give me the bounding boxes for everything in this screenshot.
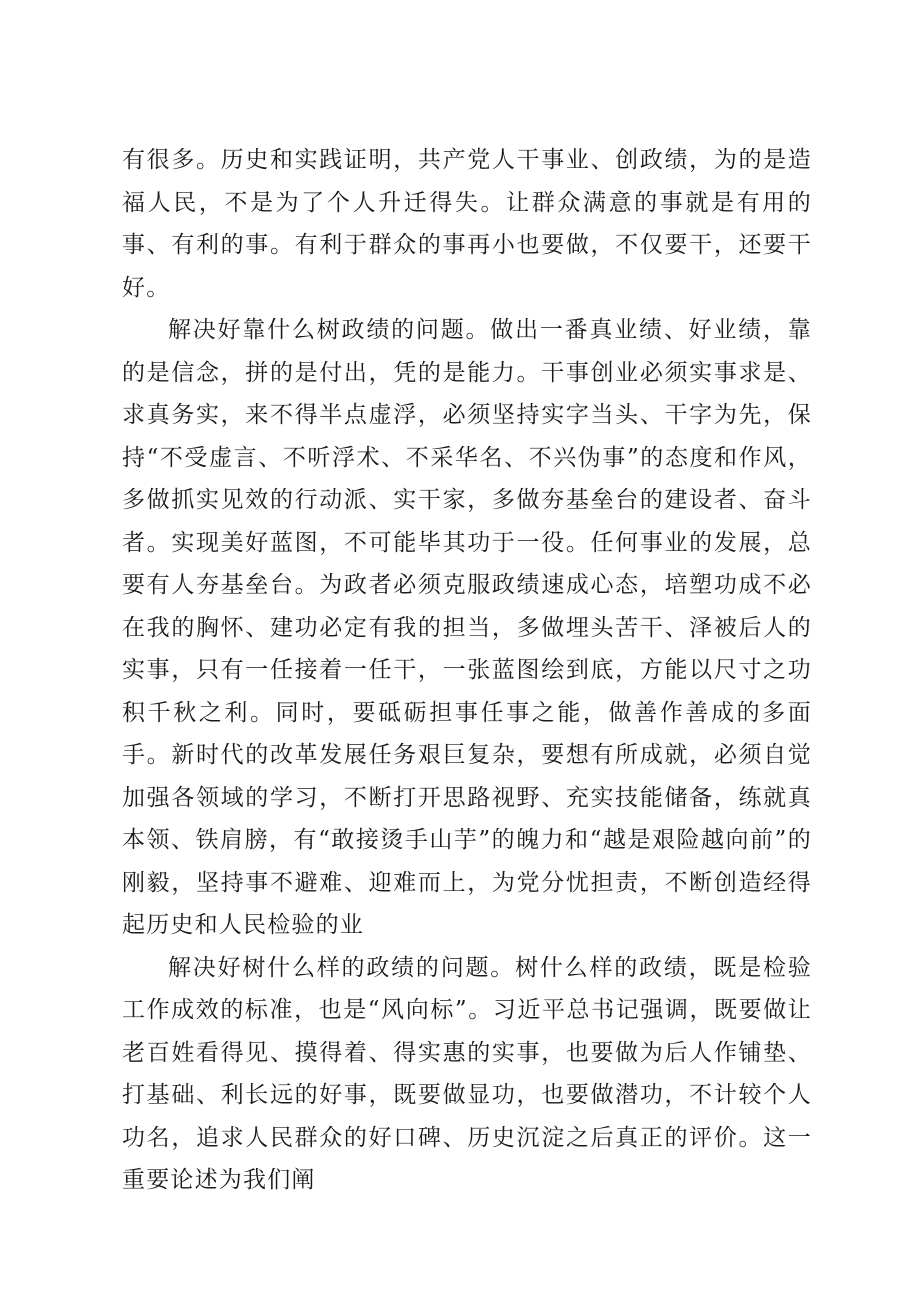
document-body (122, 139, 812, 1202)
paragraph-1: 有很多。历史和实践证明，共产党人干事业、创政绩，为的是造福人民，不是为了个人升迁得失。让群众满意的事就是有用的事、有利的事。有利于群众的事再小也要做，不仅要干，还要干好。 (122, 147, 812, 301)
paragraph-2: 解决好靠什么树政绩的问题。做出一番真业绩、好业绩，靠的是信念，拼的是付出，凭的是能力。干事创业必须实事求是、求真务实，来不得半点虚浮，必须坚持实字当头、干字为先，保持“不受虚言、不听浮术、不采华名、不兴伪事”的态度和作风，多做抓实见效的行动派、实干家，多做夯基垒台的建设者、奋斗者。实现美好蓝图，不可能毕其功于一役。任何事业的发展，总要有人夯基垒台。为政者必须克服政绩速成心态，培塑功成不必在我的胸怀、建功必定有我的担当，多做埋头苦干、泽被后人的实事，只有一任接着一任干，一张蓝图绘到底，方能以尺寸之功积千秋之利。同时，要砥砺担事任事之能，做善作善成的多面手。新时代的改革发展任务艰巨复杂，要想有所成就，必须自觉加强各领域的学习，不断打开思路视野、充实技能储备，练就真本领、铁肩膀，有“敢接烫手山芋”的魄力和“越是艰险越向前”的刚毅，坚持事不避难、迎难而上，为党分忧担责，不断创造经得起历史和人民检验的业 (122, 317, 812, 938)
paragraph-3: 解决好树什么样的政绩的问题。树什么样的政绩，既是检验工作成效的标准，也是“风向标”。习近平总书记强调，既要做让老百姓看得见、摸得着、得实惠的实事，也要做为后人作铺垫、打基础、利长远的好事，既要做显功，也要做潜功，不计较个人功名，追求人民群众的好口碑、历史沉淀之后真正的评价。这一重要论述为我们阐 (122, 954, 812, 1193)
